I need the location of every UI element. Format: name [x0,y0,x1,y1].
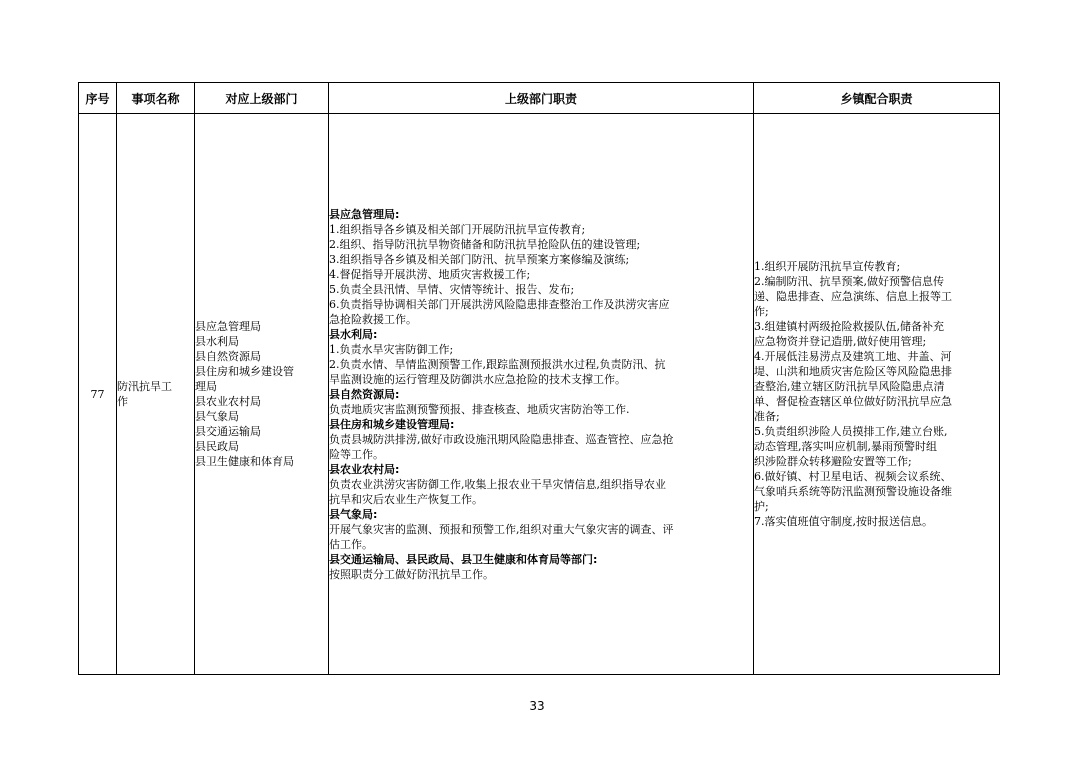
dept-line: 县气象局 [195,410,239,423]
dept-line: 理局 [195,380,217,393]
duty-line: 2.组织、指导防汛抗旱物资储备和防汛抗旱抢险队伍的建设管理; [329,237,641,251]
duty-table [78,82,1000,675]
town-line: 1.组织开展防汛抗旱宣传教育; [754,260,901,273]
section-title: 县水利局: [329,327,378,341]
dept-line: 县交通运输局 [195,425,261,438]
town-line: 7.落实值班值守制度,按时报送信息。 [754,515,933,528]
town-line: 动态管理,落实叫应机制,暴雨预警时组 [754,440,937,453]
superior-duties-cell [329,114,754,675]
dept-line: 县自然资源局 [195,350,261,363]
header-town-duties: 乡镇配合职责 [754,83,1000,114]
dept-line: 县住房和城乡建设管 [195,365,294,378]
duty-line: 1.组织指导各乡镇及相关部门开展防汛抗旱宣传教育; [329,222,586,236]
town-line: 作; [754,305,769,318]
header-superior-duties: 上级部门职责 [329,83,754,114]
town-line: 6.做好镇、村卫星电话、视频会议系统、 [754,470,952,483]
town-line: 护; [754,500,769,513]
town-line: 查整治,建立辖区防汛抗旱风险隐患点清 [754,380,945,393]
town-line: 递、隐患排查、应急演练、信息上报等工 [754,290,952,303]
dept-line: 县应急管理局 [195,320,261,333]
duty-line: 3.组织指导各乡镇及相关部门防汛、抗旱预案方案修编及演练; [329,252,630,266]
duty-line: 险等工作。 [329,447,384,461]
town-line: 堤、山洪和地质灾害危险区等风险隐患排 [754,365,952,378]
duty-line: 负责地质灾害监测预警预报、排查核查、地质灾害防治等工作. [329,402,630,416]
header-superior-dept: 对应上级部门 [195,83,329,114]
dept-cell [195,114,329,675]
duty-line: 负责县城防洪排涝,做好市政设施汛期风险隐患排查、巡查管控、应急抢 [329,432,674,446]
duty-line: 开展气象灾害的监测、预报和预警工作,组织对重大气象灾害的调查、评 [329,522,674,536]
duty-line: 估工作。 [329,537,373,551]
town-line: 3.组建镇村两级抢险救援队伍,储备补充 [754,320,944,333]
duty-line: 负责农业洪涝灾害防御工作,收集上报农业干旱灾情信息,组织指导农业 [329,477,666,491]
town-line: 气象哨兵系统等防汛监测预警设施设备维 [754,485,952,498]
dept-line: 县水利局 [195,335,239,348]
duty-line: 5.负责全县汛情、旱情、灾情等统计、报告、发布; [329,282,575,296]
dept-line: 县卫生健康和体育局 [195,455,294,468]
town-line: 5.负责组织涉险人员摸排工作,建立台账, [754,425,948,438]
section-title: 县农业农村局: [329,462,400,476]
section-title: 县交通运输局、县民政局、县卫生健康和体育局等部门: [329,552,598,566]
section-title: 县气象局: [329,507,378,521]
header-seq: 序号 [79,83,117,114]
town-duties-cell [754,114,1000,675]
duty-line: 旱监测设施的运行管理及防御洪水应急抢险的技术支撑工作。 [329,372,626,386]
dept-line: 县民政局 [195,440,239,453]
town-line: 4.开展低洼易涝点及建筑工地、井盖、河 [754,350,952,363]
town-line: 应急物资并登记造册,做好使用管理; [754,335,927,348]
duty-line: 按照职责分工做好防汛抗旱工作。 [329,567,494,581]
item-name-line: 防汛抗旱工 [117,380,172,393]
section-title: 县自然资源局: [329,387,400,401]
duty-line: 2.负责水情、旱情监测预警工作,跟踪监测预报洪水过程,负责防汛、抗 [329,357,666,371]
item-name-cell [117,114,195,675]
seq-cell: 77 [79,114,117,675]
duty-line: 抗旱和灾后农业生产恢复工作。 [329,492,483,506]
town-line: 准备; [754,410,780,423]
section-title: 县应急管理局: [329,207,400,221]
header-row [79,83,1000,114]
town-line: 2.编制防汛、抗旱预案,做好预警信息传 [754,275,944,288]
duty-line: 1.负责水旱灾害防御工作; [329,342,454,356]
town-line: 单、督促检查辖区单位做好防汛抗旱应急 [754,395,952,408]
duty-line: 急抢险救援工作。 [329,312,417,326]
table-row [79,114,1000,675]
item-name-line: 作 [117,395,128,408]
section-title: 县住房和城乡建设管理局: [329,417,455,431]
duty-line: 6.负责指导协调相关部门开展洪涝风险隐患排查整治工作及洪涝灾害应 [329,297,670,311]
town-line: 织涉险群众转移避险安置等工作; [754,455,912,468]
header-item-name: 事项名称 [117,83,195,114]
duty-line: 4.督促指导开展洪涝、地质灾害救援工作; [329,267,531,281]
page-number: 33 [529,699,545,713]
dept-line: 县农业农村局 [195,395,261,408]
